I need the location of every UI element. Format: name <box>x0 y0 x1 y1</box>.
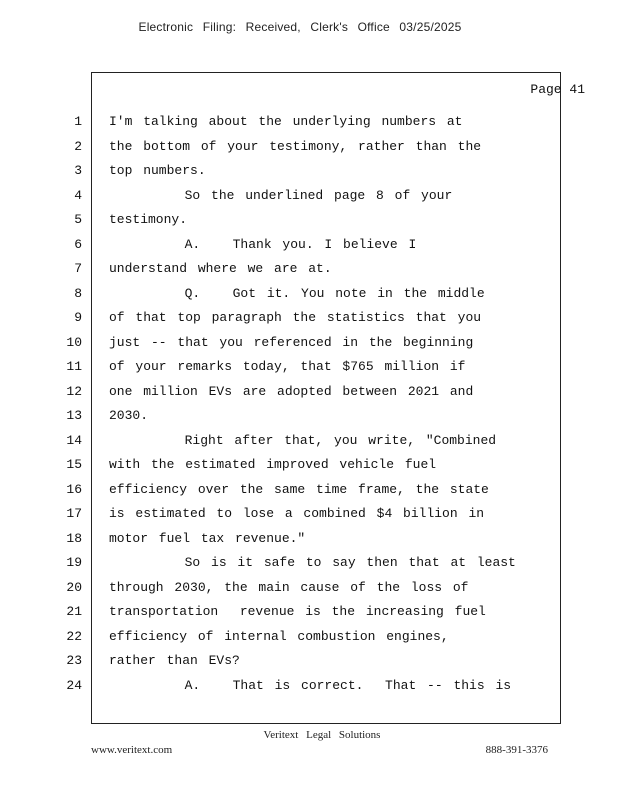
line-text: I'm talking about the underlying numbers at <box>109 114 463 129</box>
line-number: 12 <box>66 384 82 399</box>
line-number: 15 <box>66 457 82 472</box>
line-text: motor fuel tax revenue." <box>109 531 306 546</box>
line-text: one million EVs are adopted between 2021 and <box>109 384 474 399</box>
footer-website: www.veritext.com <box>91 744 173 756</box>
line-text: top numbers. <box>109 163 206 178</box>
line-number: 13 <box>66 408 82 423</box>
line-text: of your remarks today, that $765 million if <box>109 359 466 374</box>
line-number: 22 <box>66 629 82 644</box>
line-text: of that top paragraph the statistics that you <box>109 310 482 325</box>
line-text: A. That is correct. That -- this is <box>109 678 512 693</box>
line-number: 23 <box>66 653 82 668</box>
line-number: 16 <box>66 482 82 497</box>
footer-phone: 888-391-3376 <box>485 744 548 756</box>
line-number: 7 <box>74 261 82 276</box>
line-number: 19 <box>66 555 82 570</box>
line-number: 2 <box>74 139 82 154</box>
footer-company: Veritext Legal Solutions <box>263 729 381 741</box>
line-text: So is it safe to say then that at least <box>109 555 516 570</box>
line-number: 5 <box>74 212 82 227</box>
line-number: 10 <box>66 335 82 350</box>
line-text: is estimated to lose a combined $4 billion in <box>109 506 485 521</box>
line-number: 8 <box>74 286 82 301</box>
line-text: understand where we are at. <box>109 261 332 276</box>
line-text: with the estimated improved vehicle fuel <box>109 457 437 472</box>
line-text: transportation revenue is the increasing fuel <box>109 604 486 619</box>
line-number: 1 <box>74 114 82 129</box>
line-number: 9 <box>74 310 82 325</box>
line-text: the bottom of your testimony, rather than the <box>109 139 482 154</box>
page-number: Page 41 <box>530 82 585 97</box>
line-text: rather than EVs? <box>109 653 240 668</box>
line-number: 3 <box>74 163 82 178</box>
line-text: A. Thank you. I believe I <box>109 237 417 252</box>
line-number: 6 <box>74 237 82 252</box>
line-number: 20 <box>66 580 82 595</box>
line-number: 17 <box>66 506 82 521</box>
filing-stamp: Electronic Filing: Received, Clerk's Office 03/25/2025 <box>138 20 462 34</box>
line-number: 24 <box>66 678 82 693</box>
line-number: 21 <box>66 604 82 619</box>
line-text: Right after that, you write, "Combined <box>109 433 497 448</box>
line-text: efficiency over the same time frame, the state <box>109 482 489 497</box>
line-number: 11 <box>66 359 82 374</box>
line-number: 18 <box>66 531 82 546</box>
line-text: efficiency of internal combustion engines, <box>109 629 449 644</box>
line-text: through 2030, the main cause of the loss of <box>109 580 469 595</box>
line-text: 2030. <box>109 408 149 423</box>
line-text: Q. Got it. You note in the middle <box>109 286 485 301</box>
line-number: 4 <box>74 188 82 203</box>
line-number: 14 <box>66 433 82 448</box>
line-text: testimony. <box>109 212 188 227</box>
line-text: So the underlined page 8 of your <box>109 188 453 203</box>
line-text: just -- that you referenced in the beginning <box>109 335 474 350</box>
